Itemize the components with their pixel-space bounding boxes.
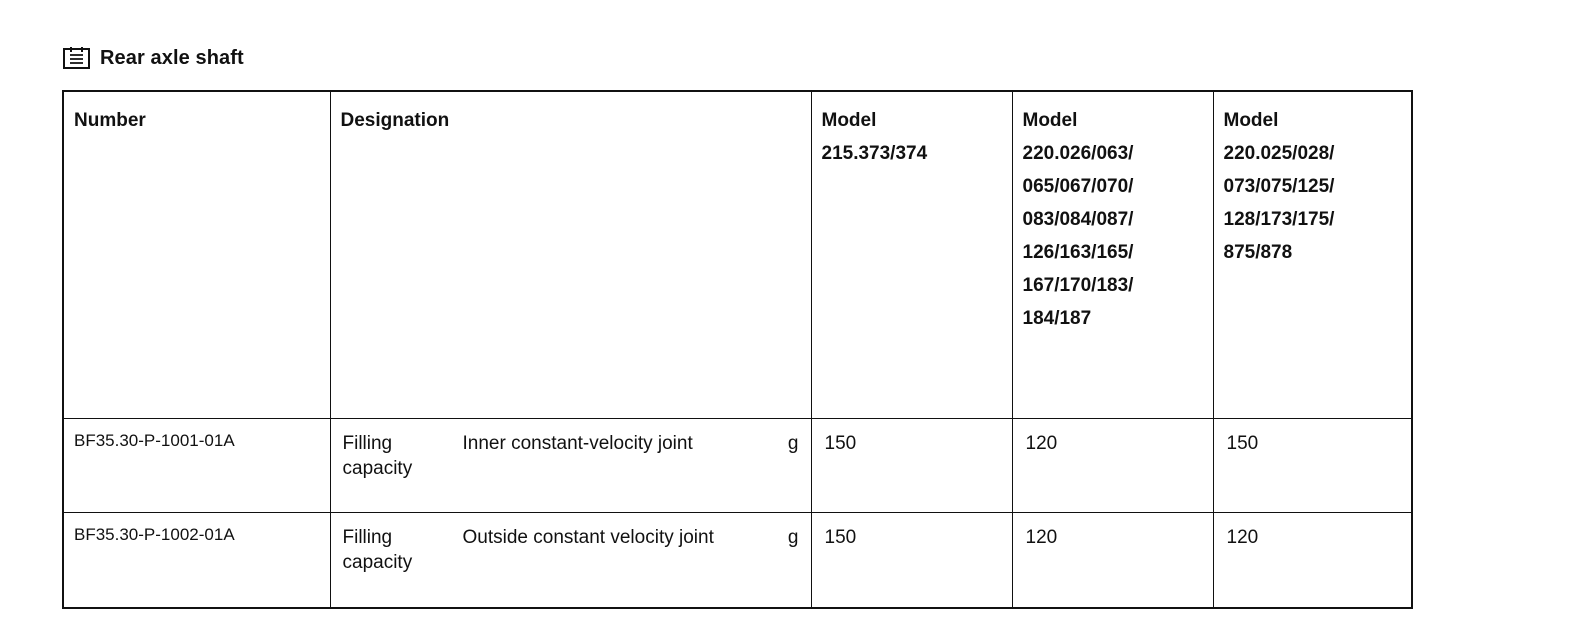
- value: 120: [1025, 527, 1058, 548]
- unit: g: [787, 433, 799, 454]
- table-row: [63, 419, 1412, 513]
- value: 120: [1226, 527, 1259, 548]
- model-numbers: 220.026/063/ 065/067/070/ 083/084/087/ 126/163/165/ 167/170/183/ 184/187: [1022, 143, 1134, 329]
- value-cell: [811, 419, 1012, 513]
- column-label: Designation: [340, 110, 450, 131]
- value: 150: [824, 527, 857, 548]
- filling-capacity-table: [62, 90, 1413, 609]
- designation-type: Filling capacity: [342, 433, 413, 479]
- designation-text: Inner constant-velocity joint: [462, 433, 693, 454]
- column-label: Model: [1022, 110, 1078, 131]
- number-cell: [63, 513, 330, 609]
- column-header-number: [63, 91, 330, 419]
- value-cell: [1213, 513, 1412, 609]
- document-header: [62, 44, 244, 72]
- value-cell: [1012, 513, 1213, 609]
- column-header-model-3: [1213, 91, 1412, 419]
- value-cell: [1012, 419, 1213, 513]
- table-row: [63, 513, 1412, 609]
- document-title: Rear axle shaft: [100, 46, 244, 69]
- value: 120: [1025, 433, 1058, 454]
- designation-type: Filling capacity: [342, 527, 413, 573]
- column-label: Model: [821, 110, 877, 131]
- value: 150: [1226, 433, 1259, 454]
- designation-text: Outside constant velocity joint: [462, 527, 714, 548]
- document-list-icon: [62, 45, 92, 71]
- column-header-model-1: [811, 91, 1012, 419]
- table-header-row: [63, 91, 1412, 419]
- document-number: BF35.30-P-1001-01A: [74, 431, 235, 450]
- column-header-model-2: [1012, 91, 1213, 419]
- value-cell: [1213, 419, 1412, 513]
- column-label: Number: [74, 110, 146, 131]
- value-cell: [811, 513, 1012, 609]
- column-header-designation: [330, 91, 811, 419]
- model-numbers: 215.373/374: [821, 143, 928, 164]
- model-numbers: 220.025/028/ 073/075/125/ 128/173/175/ 875/878: [1223, 143, 1335, 263]
- number-cell: [63, 419, 330, 513]
- column-label: Model: [1223, 110, 1279, 131]
- designation-cell: [330, 513, 811, 609]
- unit: g: [787, 527, 799, 548]
- designation-cell: [330, 419, 811, 513]
- value: 150: [824, 433, 857, 454]
- document-number: BF35.30-P-1002-01A: [74, 525, 235, 544]
